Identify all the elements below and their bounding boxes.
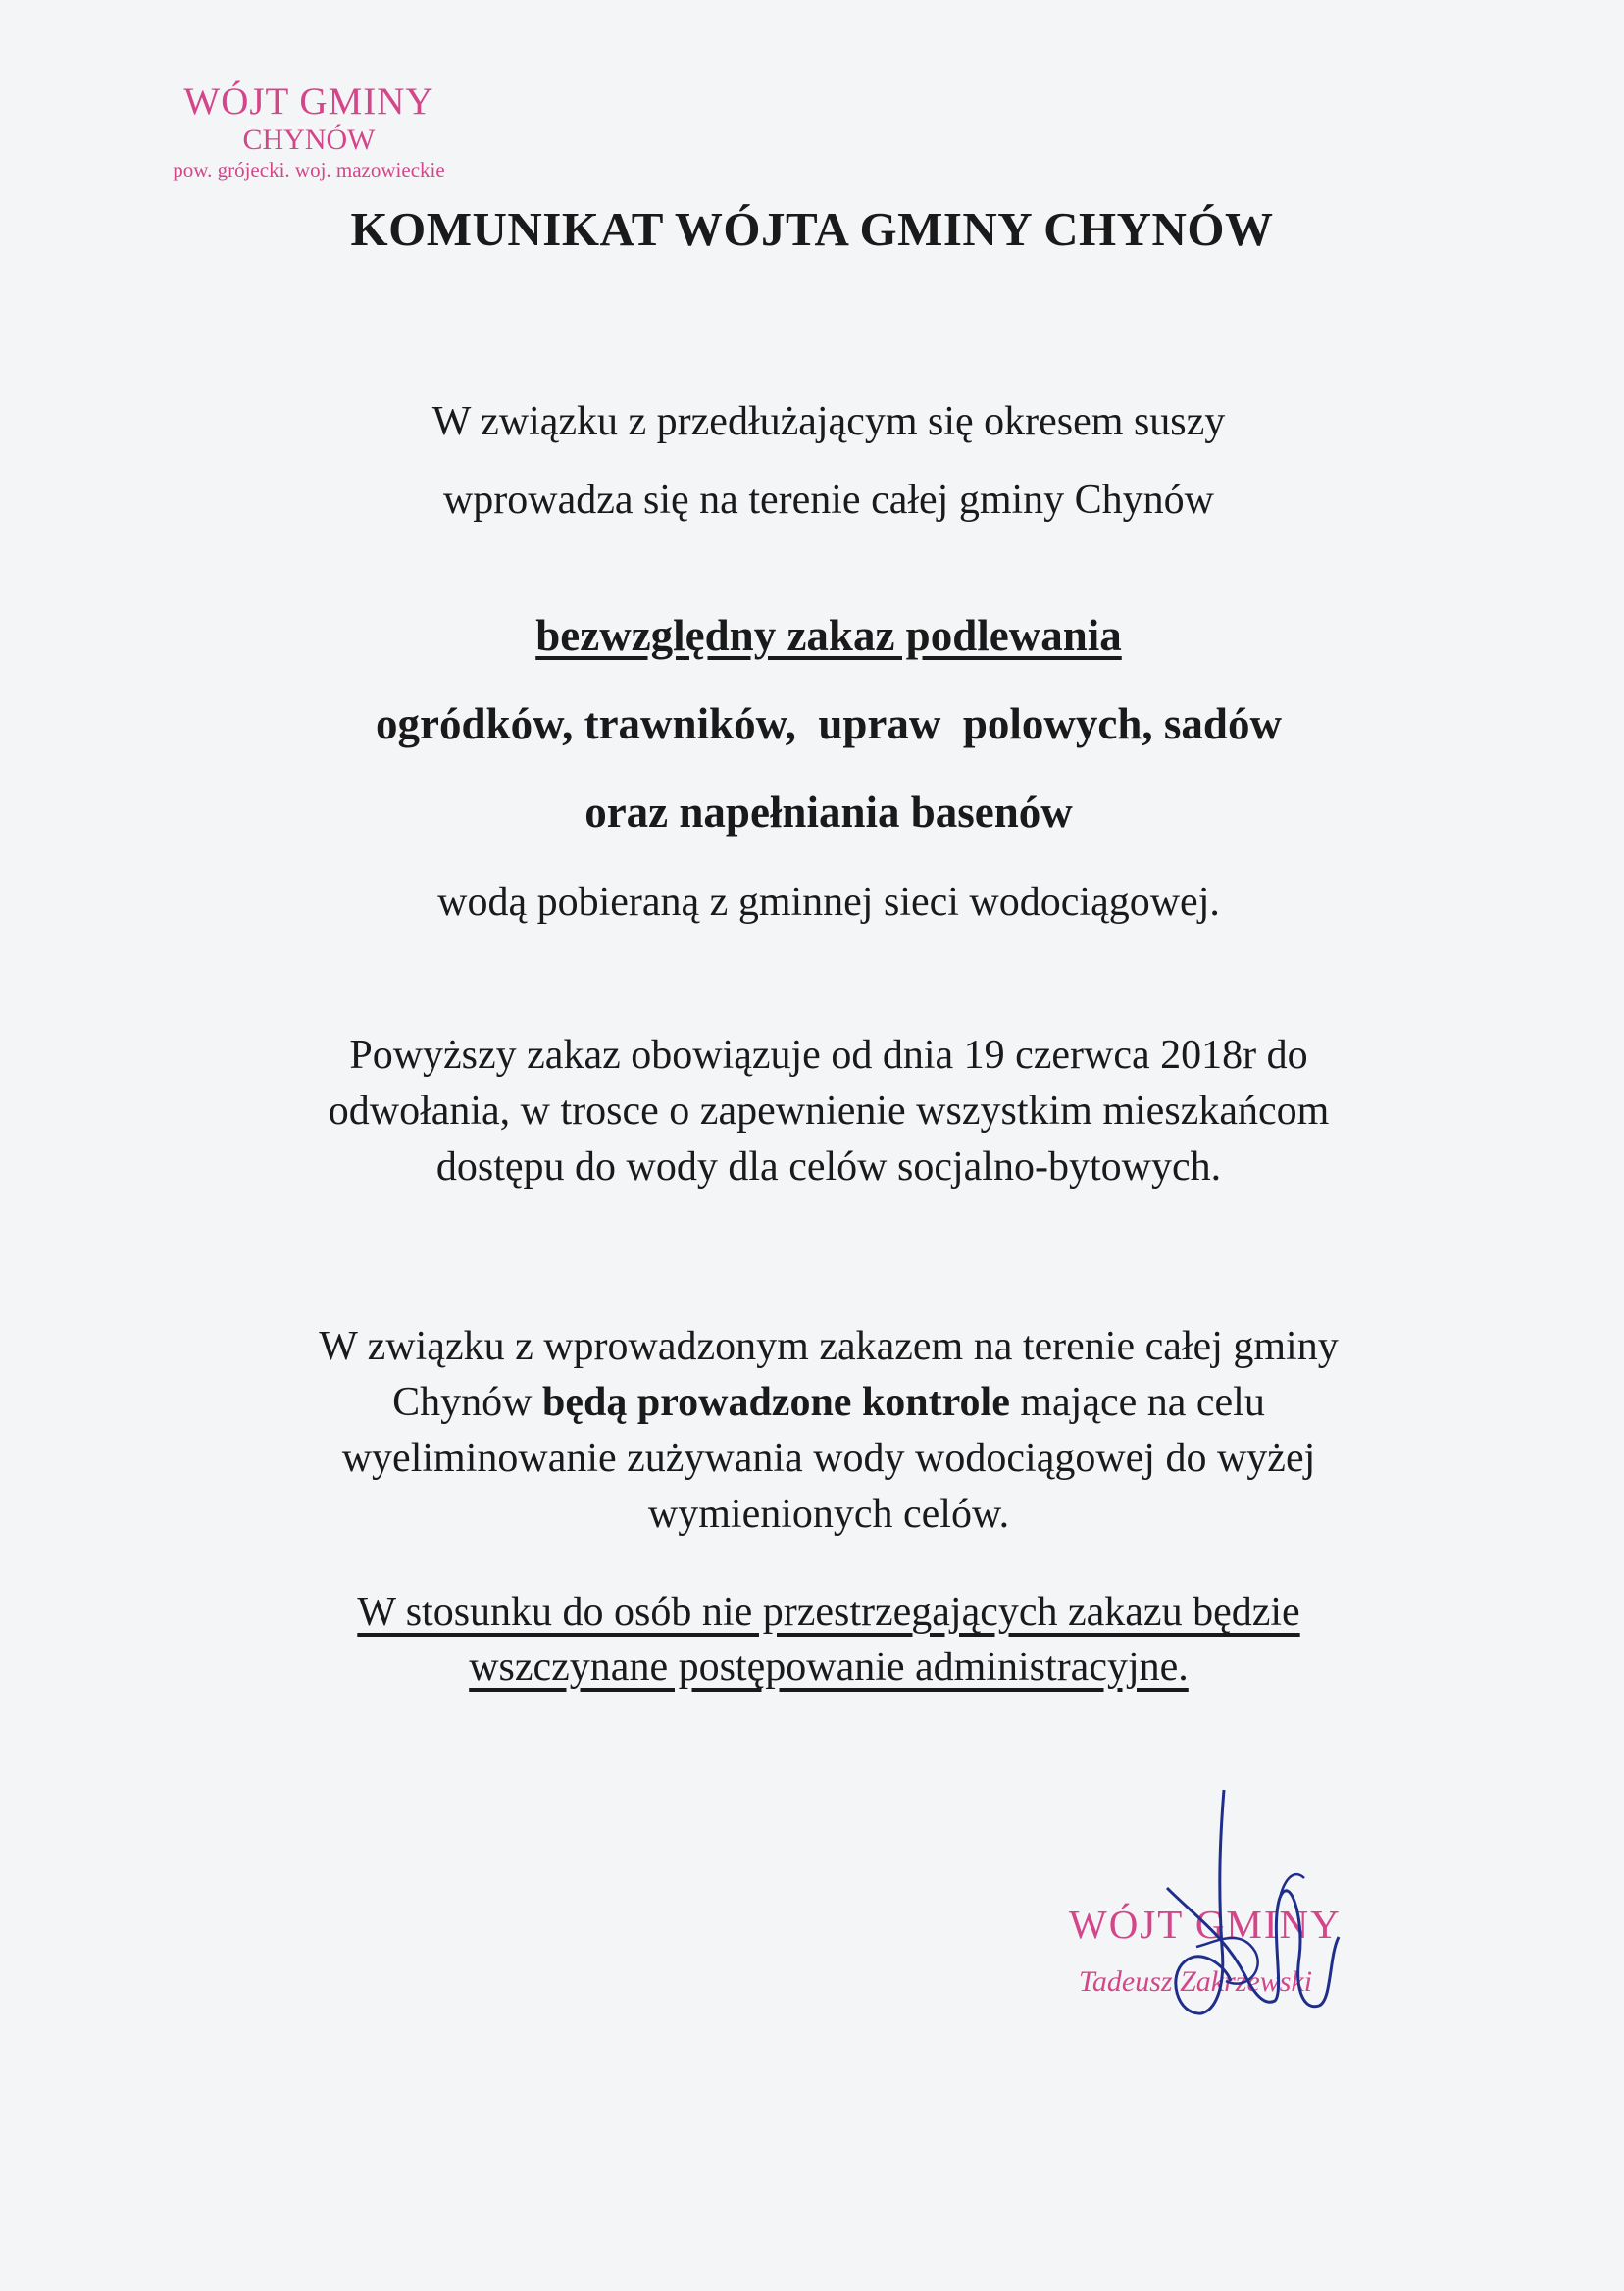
intro-line-1: W związku z przedłużającym się okresem suszy [431,399,1226,444]
validity-line-3: dostępu do wody dla celów socjalno-bytowych. [435,1145,1222,1190]
page-title: KOMUNIKAT WÓJTA GMINY CHYNÓW [350,202,1274,256]
office-stamp [118,80,500,182]
controls-paragraph [157,1319,1500,1543]
penalty-paragraph [157,1585,1500,1695]
controls-line-4: wymienionych celów. [647,1492,1010,1537]
stamp-line-office: WÓJT GMINY [183,80,434,123]
water-source-line: wodą pobieraną z gminnej sieci wodociągowej. [437,880,1220,925]
signature-stamp-title: WÓJT GMINY [1069,1902,1342,1947]
stamp-line-region: pow. grójecki. woj. mazowieckie [173,158,445,181]
intro-line-2: wprowadza się na terenie całej gminy Chynów [442,478,1215,523]
controls-line-2-pre: Chynów [392,1380,543,1425]
handwritten-signature [1108,1780,1363,2025]
validity-line-2: odwołania, w trosce o zapewnienie wszystkim mieszkańcom [328,1089,1330,1134]
validity-paragraph [157,1028,1500,1196]
ban-line-2: ogródków, trawników, upraw polowych, sadów [376,699,1282,748]
intro-paragraph [157,382,1500,539]
controls-line-1: W związku z wprowadzonym zakazem na terenie całej gminy [319,1324,1339,1369]
penalty-line-1: W stosunku do osób nie przestrzegających zakazu będzie [357,1590,1300,1635]
penalty-line-2: wszczynane postępowanie administracyjne. [469,1645,1189,1690]
ban-heading: bezwzględny zakaz podlewania [535,611,1122,660]
ban-line-3: oraz napełniania basenów [584,788,1073,837]
stamp-line-municipality: CHYNÓW [242,124,376,156]
validity-line-1: Powyższy zakaz obowiązuje od dnia 19 czerwca 2018r do [349,1033,1308,1078]
signature-stamp-name: Tadeusz Zakrzewski [1079,1965,1313,1998]
controls-line-3: wyeliminowanie zużywania wody wodociągowej do wyżej [341,1436,1316,1481]
controls-line-2 [157,1375,1500,1431]
ban-paragraph [157,591,1500,856]
controls-line-2-post: mające na celu [1009,1380,1265,1425]
controls-emphasis: będą prowadzone kontrole [542,1380,1010,1425]
